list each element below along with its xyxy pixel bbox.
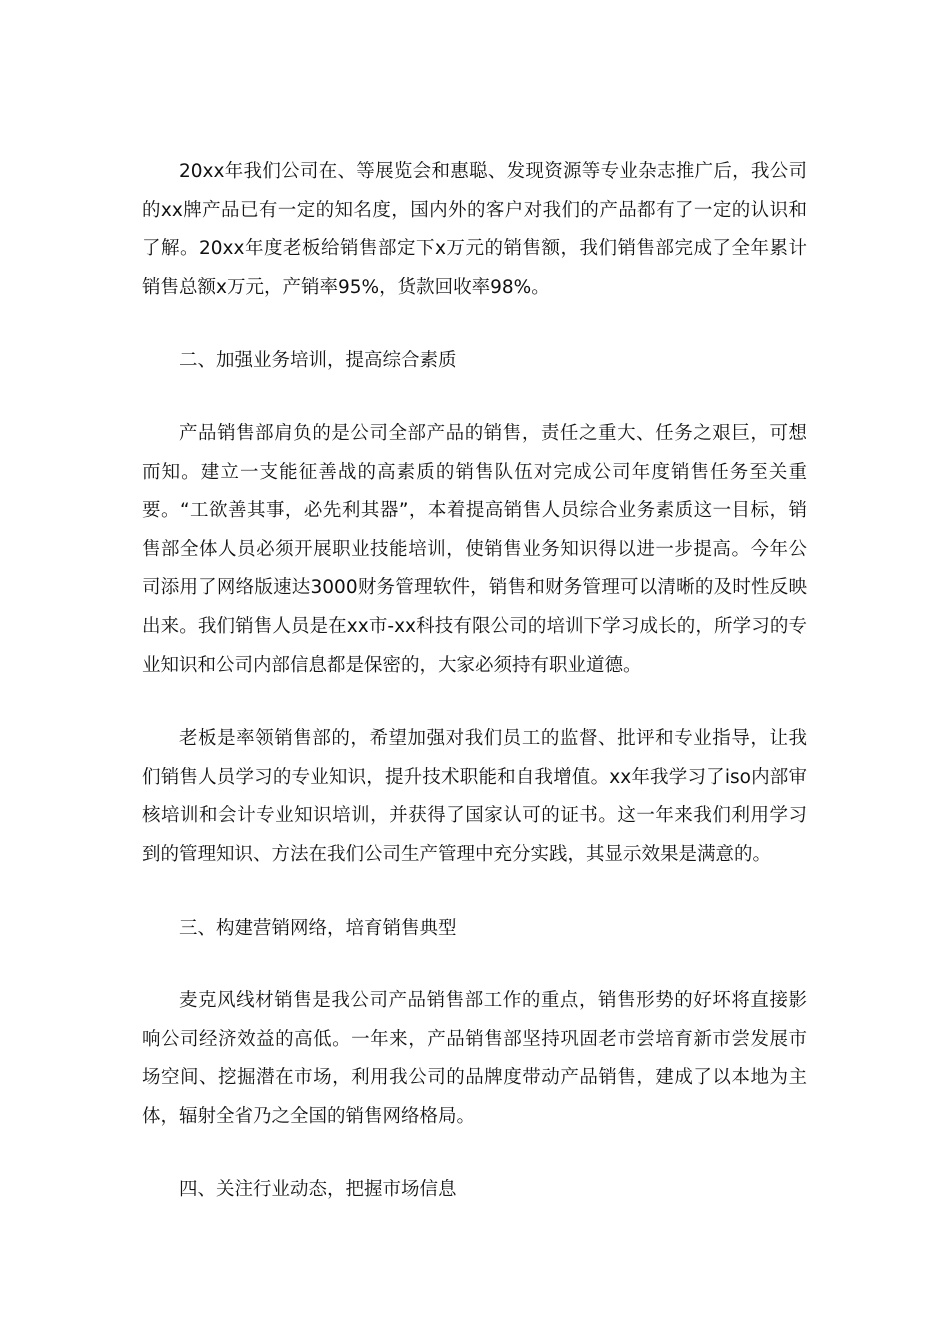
paragraph-gap (142, 948, 807, 982)
section-heading-market-info: 四、关注行业动态，把握市场信息 (179, 1179, 457, 1201)
paragraph-training: 产品销售部肩负的是公司全部产品的销售，责任之重大、任务之艰巨，可想而知。建立一支能征善战的高素质的销售队伍对完成公司年度销售任务至关重要。“工欲善其事，必先利其器”，本着提高销售人员综合业务素质这一目标，销售部全体人员必须开展职业技能培训，使销售业务知识得以进一步提高。今年公司添用了网络版速达3000财务管理软件，销售和财务管理可以清晰的及时性反映出来。我们销售人员是在xx市-xx科技有限公司的培训下学习成长的，所学习的专业知识和公司内部信息都是保密的，大家必须持有职业道德。 (142, 422, 807, 676)
paragraph-gap (142, 875, 807, 910)
section-heading-network: 三、构建营销网络，培育销售典型 (179, 917, 457, 939)
paragraph-gap (142, 685, 807, 720)
paragraph-gap (142, 307, 807, 342)
paragraph-sales-summary: 20xx年我们公司在、等展览会和惠聪、发现资源等专业杂志推广后，我公司的xx牌产品已有一定的知名度，国内外的客户对我们的产品都有了一定的认识和了解。20xx年度老板给销售部定下x万元的销售额，我们销售部完成了全年累计销售总额x万元，产销率95%，货款回收率98%。 (142, 161, 807, 298)
paragraph-gap (142, 381, 807, 415)
paragraph-boss-guidance: 老板是率领销售部的，希望加强对我们员工的监督、批评和专业指导，让我们销售人员学习的专业知识，提升技术职能和自我增值。xx年我学习了iso内部审核培训和会计专业知识培训，并获得了国家认可的证书。这一年来我们利用学习到的管理知识、方法在我们公司生产管理中充分实践，其显示效果是满意的。 (142, 728, 807, 865)
document-body (142, 153, 807, 1210)
paragraph-network: 麦克风线材销售是我公司产品销售部工作的重点，销售形势的好坏将直接影响公司经济效益的高低。一年来，产品销售部坚持巩固老市尝培育新市尝发展市场空间、挖掘潜在市场，利用我公司的品牌度带动产品销售，建成了以本地为主体，辐射全省乃之全国的销售网络格局。 (142, 990, 807, 1127)
paragraph-gap (142, 1136, 807, 1171)
section-heading-training: 二、加强业务培训，提高综合素质 (179, 350, 457, 372)
